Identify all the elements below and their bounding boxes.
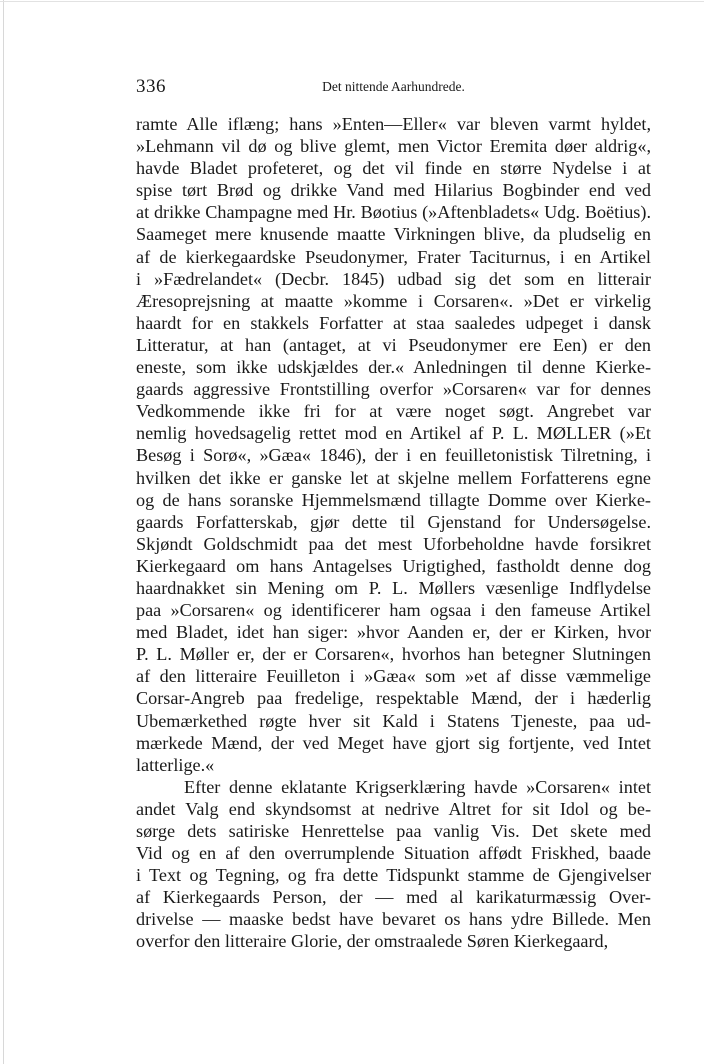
text-line: Efter denne eklatante Krigserklæring havde »Corsaren« intet xyxy=(184,776,651,797)
text-line: nemlig hovedsagelig rettet mod en Artikel af P. L. MØLLER (»Et xyxy=(136,423,651,444)
text-line: Vid og en af den overrumplende Situation affødt Friskhed, baade xyxy=(136,843,651,864)
text-line: Skjøndt Goldschmidt paa det mest Uforbeholdne havde forsikret xyxy=(136,533,651,554)
text-line: spise tørt Brød og drikke Vand med Hilarius Bogbinder end ved xyxy=(136,180,651,201)
text-line: af den litteraire Feuilleton i »Gæa« som »et af disse væmmelige xyxy=(136,666,651,687)
text-line: af Kierkegaards Person, der — med al karikaturmæssig Over- xyxy=(136,887,651,908)
scan-edge-top xyxy=(0,1,704,2)
text-line: andet Valg end skyndsomst at nedrive Altret for sit Idol og be- xyxy=(136,798,651,819)
text-line: overfor den litteraire Glorie, der omstraalede Søren Kierkegaard, xyxy=(136,931,609,952)
text-line: »Lehmann vil dø og blive glemt, men Victor Eremita døer aldrig«, xyxy=(136,136,651,157)
text-line: Besøg i Sorø«, »Gæa« 1846), der i en feuilletonistisk Tilretning, i xyxy=(136,445,651,466)
text-line: latterlige.« xyxy=(136,754,215,775)
text-line: haardt for en stakkels Forfatter at staa saaledes udpeget i dansk xyxy=(136,312,651,333)
text-line: Corsar-Angreb paa fredelige, respektable Mænd, der i hæderlig xyxy=(136,688,651,709)
running-title: Det nittende Aarhundrede. xyxy=(322,79,465,94)
text-line: Æresoprejsning at maatte »komme i Corsaren«. »Det er virkelig xyxy=(136,290,651,311)
text-line: at drikke Champagne med Hr. Bøotius (»Aftenbladets« Udg. Boëtius). xyxy=(136,202,651,223)
text-line: i »Fædrelandet« (Decbr. 1845) udbad sig det som en litterair xyxy=(136,268,651,289)
text-line: og de hans soranske Hjemmelsmænd tillagte Domme over Kierke- xyxy=(136,489,651,510)
text-line: mærkede Mænd, der ved Meget have gjort sig fortjente, ved Intet xyxy=(136,732,651,753)
text-line: med Bladet, idet han siger: »hvor Aanden er, der er Kirken, hvor xyxy=(136,622,651,643)
scan-edge-left xyxy=(3,0,4,1064)
text-line: af de kierkegaardske Pseudonymer, Frater Taciturnus, i en Artikel xyxy=(136,246,651,267)
text-line: Saameget mere knusende maatte Virkningen blive, da pludselig en xyxy=(136,224,651,245)
page-number: 336 xyxy=(136,76,166,97)
text-line: eneste, som ikke udskjældes der.« Anledningen til denne Kierke- xyxy=(136,357,651,378)
text-line: haardnakket sin Mening om P. L. Møllers væsenlige Indflydelse xyxy=(136,577,651,598)
text-line: P. L. Møller er, der er Corsaren«, hvorhos han betegner Slutningen xyxy=(136,644,651,665)
text-line: gaards Forfatterskab, gjør dette til Gjenstand for Undersøgelse. xyxy=(136,511,651,532)
text-line: Vedkommende ikke fri for at være noget søgt. Angrebet var xyxy=(136,401,651,422)
text-line: gaards aggressive Frontstilling overfor »Corsaren« var for dennes xyxy=(136,379,651,400)
text-line: Ubemærkethed røgte hver sit Kald i Statens Tjeneste, paa ud- xyxy=(136,710,651,731)
text-line: Kierkegaard om hans Antagelses Urigtighed, fastholdt denne dog xyxy=(136,555,651,576)
text-line: sørge dets satiriske Henrettelse paa vanlig Vis. Det skete med xyxy=(136,821,651,841)
text-line: Litteratur, at han (antaget, at vi Pseudonymer ere Een) er den xyxy=(136,334,651,355)
text-line: hvilken det ikke er ganske let at skjelne mellem Forfatterens egne xyxy=(136,467,651,488)
body-text xyxy=(136,113,651,953)
text-line: i Text og Tegning, og fra dette Tidspunkt stamme de Gjengivelser xyxy=(136,865,651,886)
text-line: drivelse — maaske bedst have bevaret os hans ydre Billede. Men xyxy=(136,909,651,930)
text-line: havde Bladet profeteret, og det vil finde en større Nydelse i at xyxy=(136,158,651,179)
text-line: paa »Corsaren« og identificerer ham ogsaa i den fameuse Artikel xyxy=(136,600,651,621)
text-line: ramte Alle iflæng; hans »Enten—Eller« var bleven varmt hyldet, xyxy=(136,114,651,134)
